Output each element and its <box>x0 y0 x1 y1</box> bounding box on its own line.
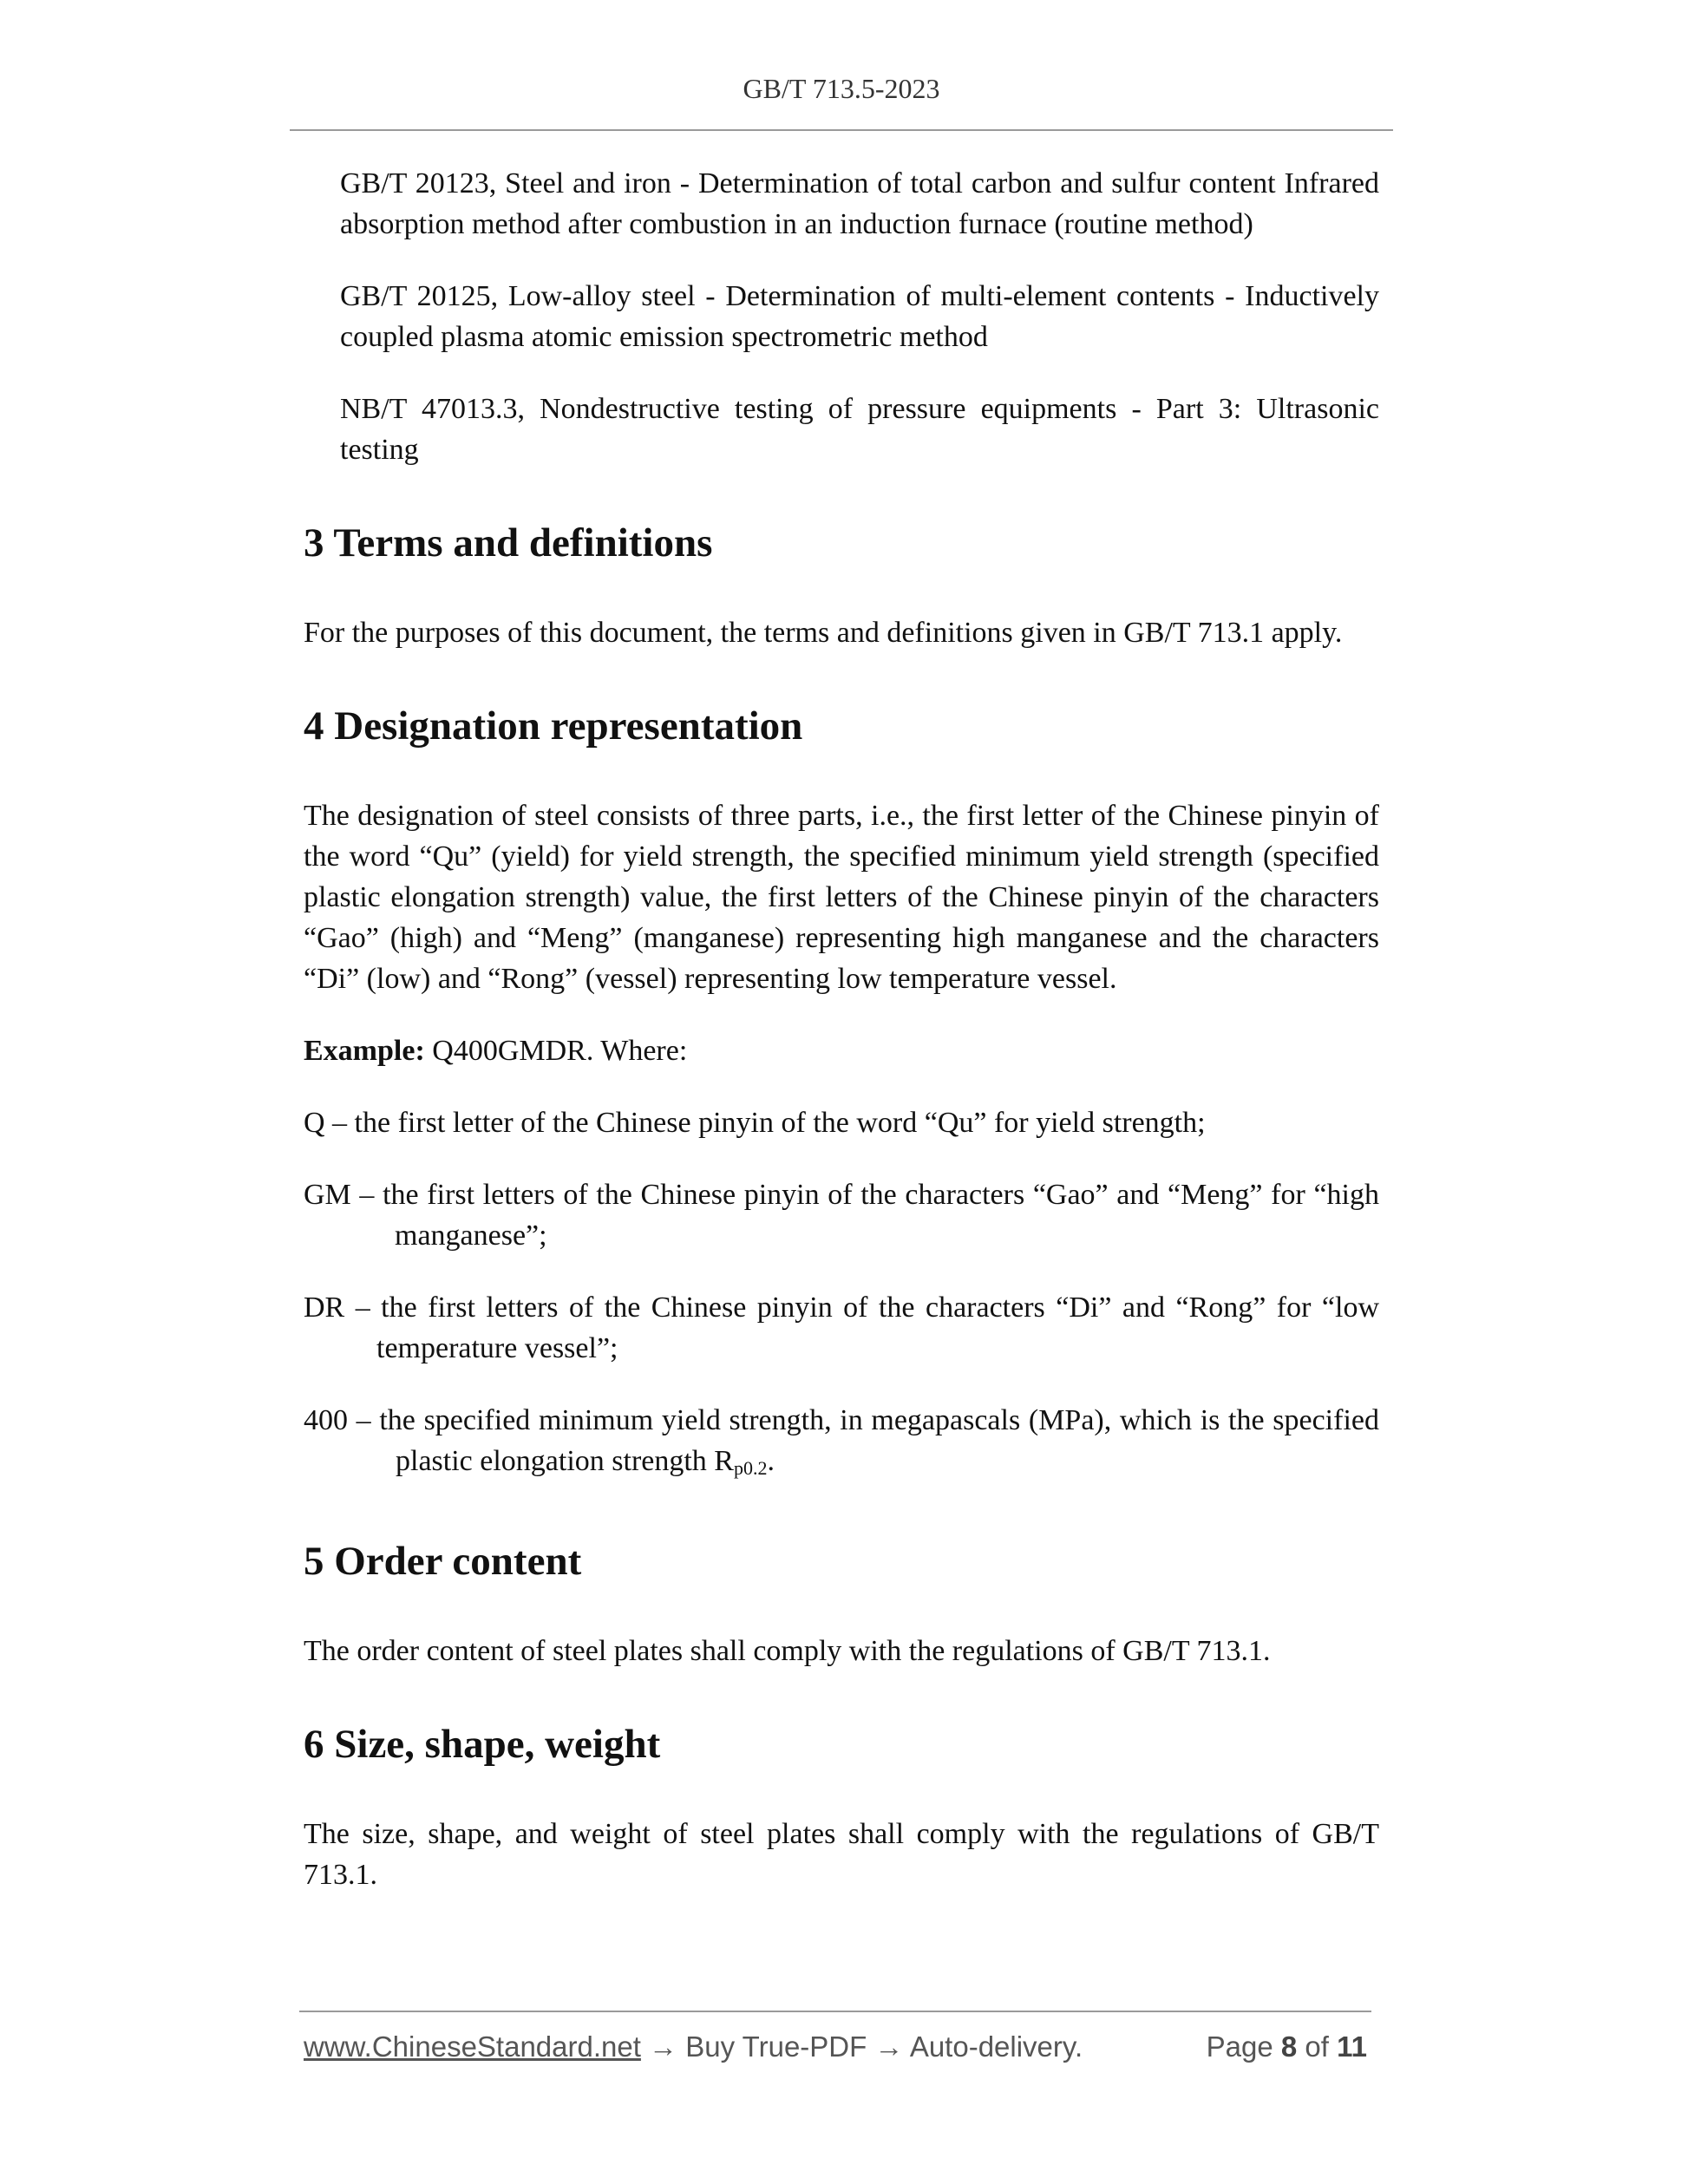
example-label: Example: <box>304 1035 425 1067</box>
section-heading-terms: 3 Terms and definitions <box>304 520 713 566</box>
document-header-title: GB/T 713.5-2023 <box>743 73 940 104</box>
page-label: Page <box>1206 2030 1281 2063</box>
size-paragraph: The size, shape, and weight of steel plates shall comply with the regulations of GB/T 713.1. <box>304 1818 1379 1891</box>
reference-item: GB/T 20125, Low-alloy steel - Determination of multi-element contents - Inductively coupled plasma atomic emission spectrometric method <box>340 280 1379 353</box>
designation-item-gm: GM – the first letters of the Chinese pinyin of the characters “Gao” and “Meng” for “high manganese”; <box>304 1179 1379 1252</box>
footer-promo-text: → Buy True-PDF → Auto-delivery. <box>640 2030 1083 2063</box>
subscript-p02: p0.2 <box>734 1457 768 1479</box>
terms-paragraph: For the purposes of this document, the terms and definitions given in GB/T 713.1 apply. <box>304 617 1343 649</box>
page-current: 8 <box>1280 2030 1298 2063</box>
order-paragraph: The order content of steel plates shall comply with the regulations of GB/T 713.1. <box>304 1635 1271 1667</box>
example-text: Q400GMDR. Where: <box>424 1035 688 1067</box>
designation-item-400-text: 400 – the specified minimum yield strength, in megapascals (MPa), which is the specified plastic elongation strength R <box>304 1404 1379 1477</box>
designation-item-400 <box>304 1400 1379 1488</box>
page-of: of <box>1297 2030 1338 2063</box>
section-heading-designation: 4 Designation representation <box>304 703 803 749</box>
section-heading-order: 5 Order content <box>304 1539 582 1584</box>
designation-item-400-end: . <box>767 1445 775 1477</box>
page-number <box>1207 2030 1367 2063</box>
example-line <box>304 1030 1379 1071</box>
footer-divider <box>299 2011 1371 2012</box>
designation-paragraph: The designation of steel consists of three parts, i.e., the first letter of the Chinese pinyin of the word “Qu” (yield) for yield strength, the specified minimum yield strength (specified plastic elongation strength) value, the first letters of the Chinese pinyin of the characters “Gao” (high) and “Meng” (manganese) representing high manganese and the characters “Di” (low) and “Rong” (vessel) representing low temperature vessel. <box>304 800 1379 995</box>
reference-item: GB/T 20123, Steel and iron - Determination of total carbon and sulfur content Infrared absorption method after combustion in an induction furnace (routine method) <box>340 167 1379 240</box>
header-divider <box>290 129 1393 131</box>
footer-promo <box>304 2030 1083 2063</box>
website-link[interactable]: www.ChineseStandard.net <box>304 2030 641 2063</box>
section-heading-size: 6 Size, shape, weight <box>304 1722 661 1767</box>
document-body <box>304 163 1379 1895</box>
designation-item-dr: DR – the first letters of the Chinese pinyin of the characters “Di” and “Rong” for “low temperature vessel”; <box>304 1291 1379 1364</box>
page-total: 11 <box>1337 2030 1367 2063</box>
designation-item-q: Q – the first letter of the Chinese pinyin of the word “Qu” for yield strength; <box>304 1107 1206 1139</box>
reference-item: NB/T 47013.3, Nondestructive testing of pressure equipments - Part 3: Ultrasonic testing <box>340 393 1379 466</box>
